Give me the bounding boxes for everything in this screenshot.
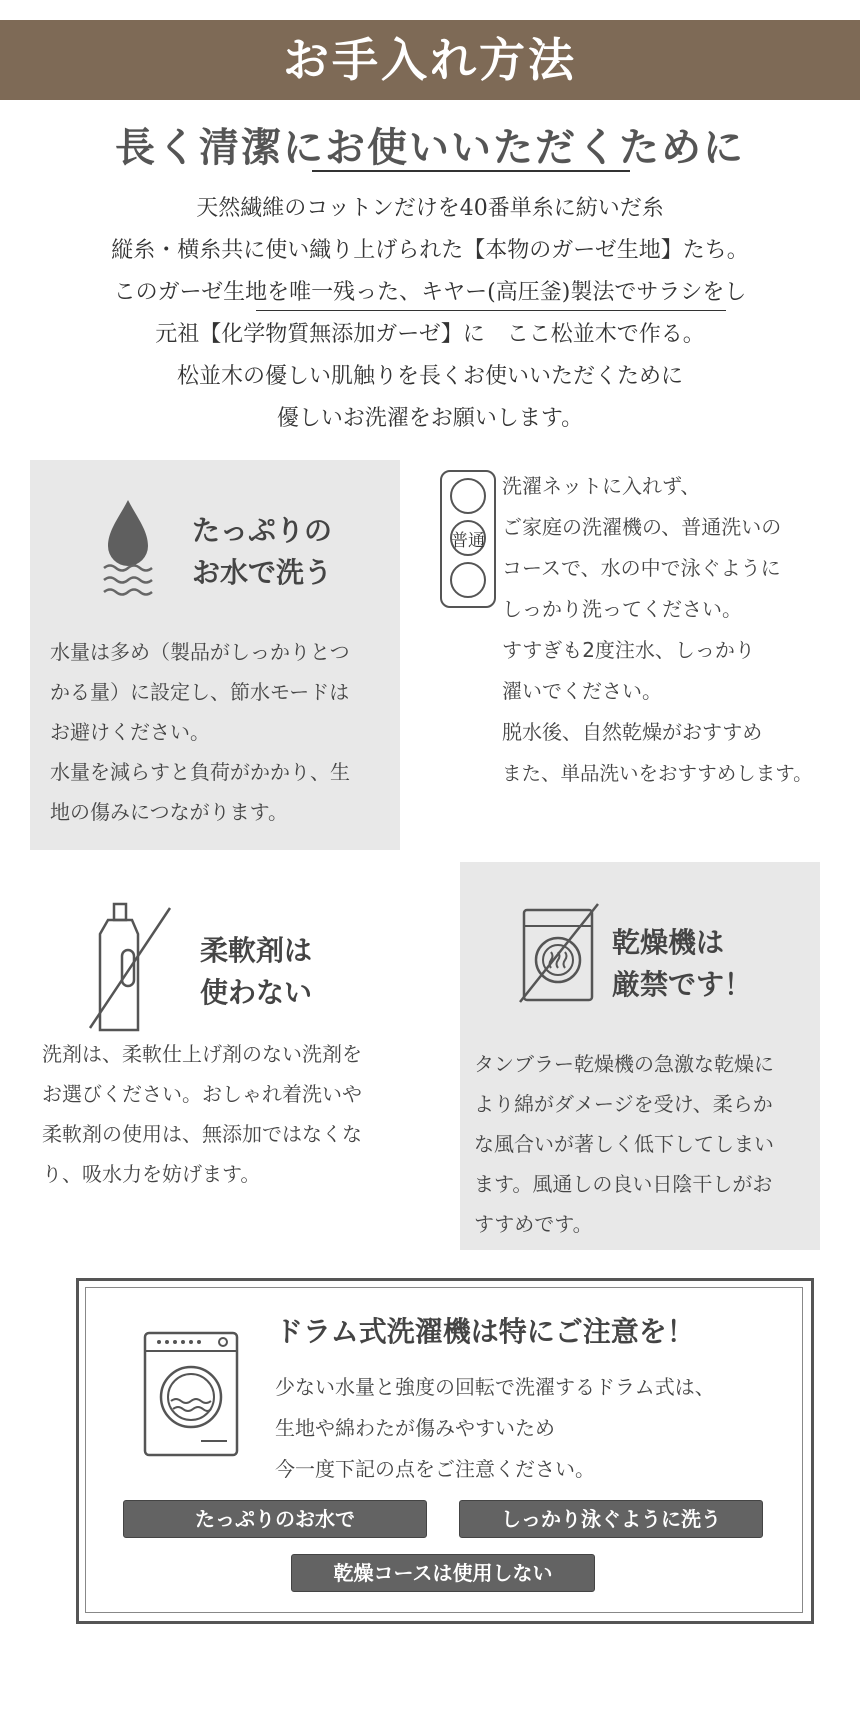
signal-label: 普通 xyxy=(451,531,485,551)
intro-underline xyxy=(256,310,726,311)
water-text-line: 水量は多め（製品がしっかりとつ xyxy=(50,640,350,664)
water-drop-icon xyxy=(98,496,158,606)
intro-line: このガーゼ生地を唯一残った、キヤー(高圧釜)製法でサラシをし xyxy=(113,280,747,305)
intro-line: 縦糸・横糸共に使い織り上げられた【本物のガーゼ生地】たち。 xyxy=(111,238,749,263)
dryer-title xyxy=(612,922,752,1006)
signal-circle xyxy=(450,478,486,514)
intro-line: 元祖【化学物質無添加ガーゼ】に ここ松並木で作る。 xyxy=(155,322,705,347)
net-text xyxy=(502,466,858,794)
page-banner: お手入れ方法 xyxy=(0,20,860,100)
pill-no-dry-course: 乾燥コースは使用しない xyxy=(291,1554,595,1592)
drum-title: ドラム式洗濯機は特にご注意を！ xyxy=(275,1315,695,1348)
drum-text-line: 今一度下記の点をご注意ください。 xyxy=(275,1457,595,1481)
water-text-line: かる量）に設定し、節水モードは xyxy=(50,680,350,704)
softener-text-line: 柔軟剤の使用は、無添加ではなくな xyxy=(42,1122,362,1146)
dryer-panel xyxy=(460,862,820,1250)
net-text-line: また、単品洗いをおすすめします。 xyxy=(502,762,813,785)
washing-machine-icon xyxy=(141,1329,241,1459)
water-title-line: お水で洗う xyxy=(192,556,333,589)
net-text-line: 洗濯ネットに入れず、 xyxy=(502,474,701,498)
softener-text-line: お選びください。おしゃれ着洗いや xyxy=(42,1082,362,1106)
net-text-line: しっかり洗ってください。 xyxy=(502,597,742,621)
drum-text-line: 生地や綿わたが傷みやすいため xyxy=(275,1416,555,1440)
drum-text xyxy=(275,1367,795,1490)
dryer-title-line: 乾燥機は xyxy=(612,926,725,959)
signal-circle xyxy=(450,562,486,598)
water-text-line: お避けください。 xyxy=(50,720,210,744)
dryer-text-line: より綿がダメージを受け、柔らか xyxy=(474,1092,773,1116)
intro-line: 天然繊維のコットンだけを40番単糸に紡いだ糸 xyxy=(196,196,664,221)
softener-text-line: 洗剤は、柔軟仕上げ剤のない洗剤を xyxy=(42,1042,362,1066)
net-text-line: 脱水後、自然乾燥がおすすめ xyxy=(502,720,763,744)
pill-plenty-water: たっぷりのお水で xyxy=(123,1500,427,1538)
dryer-text xyxy=(474,1044,814,1244)
water-title xyxy=(192,510,332,594)
dryer-title-line: 厳禁です！ xyxy=(612,968,753,1001)
dryer-text-line: な風合いが著しく低下してしまい xyxy=(474,1132,774,1156)
net-text-line: コースで、水の中で泳ぐように xyxy=(502,556,781,580)
dryer-text-line: すすめです。 xyxy=(474,1212,593,1236)
subtitle-underline xyxy=(312,170,630,172)
net-text-line: 濯いでください。 xyxy=(502,679,662,703)
no-softener-bottle-icon xyxy=(86,900,178,1040)
no-dryer-icon xyxy=(518,902,600,1006)
dryer-text-line: タンブラー乾燥機の急激な乾燥に xyxy=(474,1052,774,1076)
dryer-text-line: ます。風通しの良い日陰干しがお xyxy=(474,1172,773,1196)
net-text-line: ご家庭の洗濯機の、普通洗いの xyxy=(502,515,782,539)
softener-title-line: 柔軟剤は xyxy=(200,934,313,967)
drum-text-line: 少ない水量と強度の回転で洗濯するドラム式は、 xyxy=(275,1375,715,1399)
net-text-line: すすぎも2度注水、しっかり xyxy=(502,638,755,662)
pill-wash-swim: しっかり泳ぐように洗う xyxy=(459,1500,763,1538)
softener-text-line: り、吸水力を妨げます。 xyxy=(42,1162,261,1186)
page-subtitle: 長く清潔にお使いいただくために xyxy=(115,124,745,171)
intro-line: 松並木の優しい肌触りを長くお使いいただくために xyxy=(176,364,683,389)
signal-light-icon xyxy=(440,470,496,608)
water-title-line: たっぷりの xyxy=(192,514,333,547)
drum-notice-box xyxy=(76,1278,814,1624)
water-text-line: 地の傷みにつながります。 xyxy=(50,800,288,824)
water-text xyxy=(50,632,395,832)
softener-title-line: 使わない xyxy=(200,976,313,1009)
intro-line: 優しいお洗濯をお願いします。 xyxy=(276,406,584,431)
water-text-line: 水量を減らすと負荷がかかり、生 xyxy=(50,760,350,784)
water-panel xyxy=(30,460,400,850)
softener-title xyxy=(200,930,312,1014)
softener-text xyxy=(42,1034,422,1194)
intro-paragraph xyxy=(0,188,860,440)
